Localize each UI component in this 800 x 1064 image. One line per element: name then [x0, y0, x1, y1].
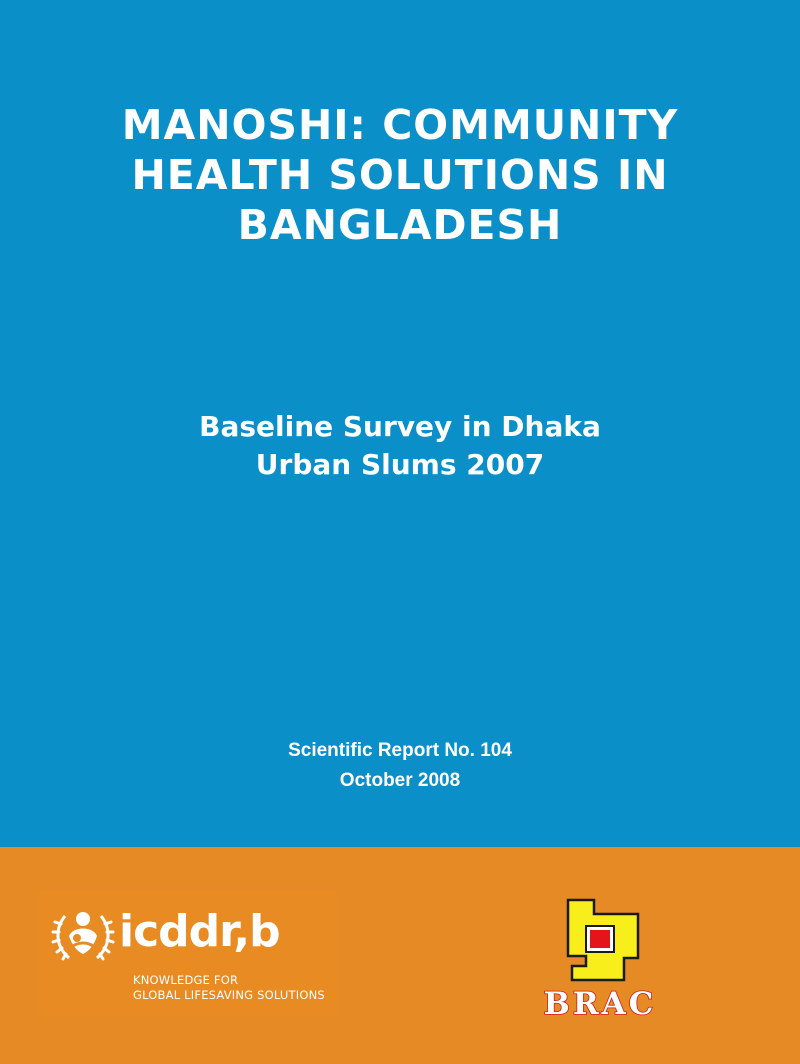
icddrb-tagline-line-1: KNOWLEDGE FOR [133, 973, 239, 987]
report-date: October 2008 [339, 770, 461, 791]
subtitle-line-2: Urban Slums 2007 [255, 448, 545, 481]
brac-name: BRAC [543, 986, 657, 1022]
icddrb-tagline [133, 973, 325, 1003]
icddrb-emblem-icon [51, 902, 115, 966]
subtitle-line-1: Baseline Survey in Dhaka [199, 410, 601, 443]
brac-emblem-icon [560, 898, 644, 982]
brac-logo [538, 898, 662, 1022]
icddrb-logo [39, 890, 337, 1016]
icddrb-tagline-line-2: GLOBAL LIFESAVING SOLUTIONS [133, 988, 325, 1002]
cover-title: MANOSHI: COMMUNITY HEALTH SOLUTIONS IN BANGLADESH [121, 101, 679, 249]
icddrb-name: icddr,b [119, 906, 280, 957]
cover-subtitle [60, 408, 740, 484]
report-number: Scientific Report No. 104 [288, 740, 512, 761]
report-info [100, 736, 700, 796]
